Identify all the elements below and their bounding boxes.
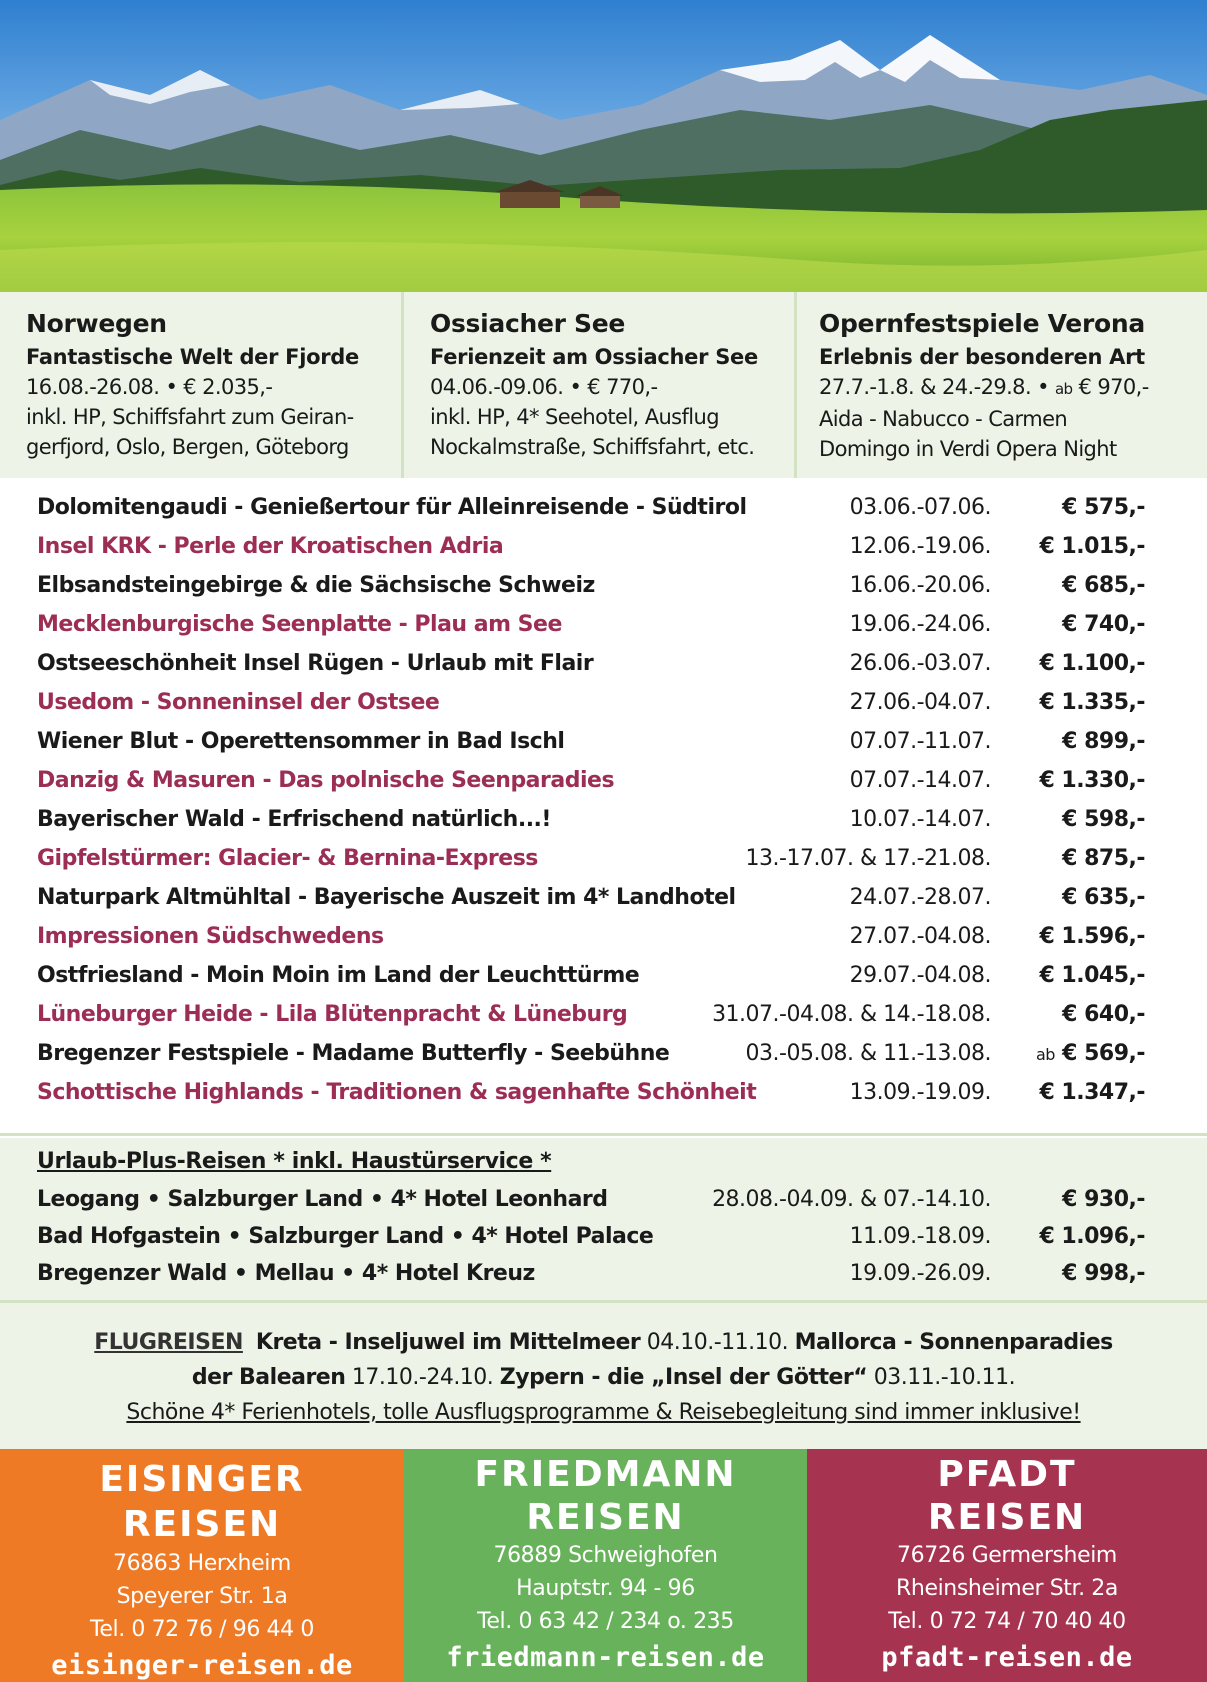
flight-balearen-dates: 17.10.-24.10. [351, 1365, 494, 1390]
trip-dates: 16.06.-20.06. [849, 573, 991, 598]
trip-dates: 13.09.-19.09. [849, 1080, 991, 1105]
plus-trip-row[interactable] [0, 1254, 1207, 1293]
trip-dates: 10.07.-14.07. [849, 807, 991, 832]
featured-trip-detail: Domingo in Verdi Opera Night [819, 437, 1117, 461]
flights-line [0, 1360, 1207, 1395]
agency-name: PFADT [937, 1454, 1077, 1495]
agency-phone: Tel. 0 72 76 / 96 44 0 [90, 1617, 314, 1642]
featured-trip-title: Ossiacher See [430, 309, 626, 338]
flights-line [0, 1325, 1207, 1360]
trip-name: Ostseeschönheit Insel Rügen - Urlaub mit Flair [37, 651, 594, 676]
trip-dates: 31.07.-04.08. & 14.-18.08. [712, 1002, 991, 1027]
urlaub-plus-section [0, 1138, 1207, 1300]
trip-row[interactable] [0, 605, 1207, 644]
featured-trip-subtitle: Erlebnis der besonderen Art [819, 345, 1145, 369]
trip-price: € 899,- [1062, 729, 1145, 754]
trip-list [0, 478, 1207, 1133]
trip-price: € 1.330,- [1039, 768, 1145, 793]
plus-trip-row[interactable] [0, 1217, 1207, 1256]
flugreisen-section [0, 1303, 1207, 1449]
trip-dates: 24.07.-28.07. [849, 885, 991, 910]
featured-trip-verona[interactable] [797, 292, 1207, 478]
agency-city: 76863 Herxheim [113, 1551, 291, 1576]
trip-price [1036, 1034, 1145, 1074]
trip-dates: 19.06.-24.06. [849, 612, 991, 637]
trip-row[interactable] [0, 1034, 1207, 1073]
trip-price: € 685,- [1062, 573, 1145, 598]
featured-trip-subtitle: Ferienzeit am Ossiacher See [430, 345, 758, 369]
trip-price: € 1.100,- [1039, 651, 1145, 676]
flight-zypern: Zypern - die „Insel der Götter“ [499, 1365, 868, 1390]
trip-row[interactable] [0, 800, 1207, 839]
featured-trips [0, 292, 1207, 478]
trip-row[interactable] [0, 1073, 1207, 1112]
trip-price: € 1.096,- [1039, 1224, 1145, 1249]
featured-trip-norwegen[interactable] [0, 292, 404, 478]
trip-name: Schottische Highlands - Traditionen & sagenhafte Schönheit [37, 1080, 757, 1105]
trip-dates: 27.06.-04.07. [849, 690, 991, 715]
agency-website-link[interactable]: eisinger-reisen.de [51, 1650, 353, 1681]
trip-name: Usedom - Sonneninsel der Ostsee [37, 690, 440, 715]
trip-price: € 1.596,- [1039, 924, 1145, 949]
agency-name: REISEN [526, 1497, 685, 1538]
agency-pfadt[interactable] [807, 1449, 1207, 1682]
agency-name: EISINGER [99, 1459, 305, 1500]
agency-website-link[interactable]: pfadt-reisen.de [881, 1642, 1133, 1673]
agency-street: Speyerer Str. 1a [116, 1584, 288, 1609]
hero-alpine-landscape-image [0, 0, 1207, 292]
agency-street: Hauptstr. 94 - 96 [516, 1576, 695, 1601]
trip-row[interactable] [0, 566, 1207, 605]
trip-row[interactable] [0, 917, 1207, 956]
agency-name: FRIEDMANN [474, 1454, 737, 1495]
featured-trip-price: € 970,- [1072, 375, 1149, 399]
trip-price: € 640,- [1062, 1002, 1145, 1027]
agency-phone: Tel. 0 63 42 / 234 o. 235 [477, 1609, 734, 1634]
trip-name: Mecklenburgische Seenplatte - Plau am See [37, 612, 562, 637]
trip-name: Bregenzer Wald • Mellau • 4* Hotel Kreuz [37, 1261, 535, 1286]
trip-row[interactable] [0, 644, 1207, 683]
trip-row[interactable] [0, 683, 1207, 722]
agency-city: 76726 Germersheim [897, 1543, 1117, 1568]
featured-trip-title: Opernfestspiele Verona [819, 309, 1145, 338]
trip-name: Bregenzer Festspiele - Madame Butterfly - Seebühne [37, 1041, 670, 1066]
featured-trip-detail: inkl. HP, Schiffsfahrt zum Geiran- [26, 405, 354, 429]
agency-footer [0, 1449, 1207, 1682]
trip-price: € 740,- [1062, 612, 1145, 637]
trip-dates: 07.07.-14.07. [849, 768, 991, 793]
price-prefix-ab: ab [1054, 380, 1073, 398]
agency-eisinger[interactable] [0, 1449, 404, 1682]
section-divider [0, 1133, 1207, 1136]
flights-note: Schöne 4* Ferienhotels, tolle Ausflugsprogramme & Reisebegleitung sind immer inklusive! [126, 1400, 1081, 1425]
trip-price: € 998,- [1062, 1261, 1145, 1286]
agency-name: REISEN [122, 1504, 282, 1545]
trip-price: € 1.015,- [1039, 534, 1145, 559]
trip-row[interactable] [0, 956, 1207, 995]
trip-dates: 03.06.-07.06. [849, 495, 991, 520]
agency-website-link[interactable]: friedmann-reisen.de [446, 1642, 765, 1673]
featured-trip-title: Norwegen [26, 309, 167, 338]
trip-dates: 11.09.-18.09. [849, 1224, 991, 1249]
urlaub-plus-heading: Urlaub-Plus-Reisen * inkl. Haustürservice * [37, 1149, 552, 1174]
trip-price: € 930,- [1062, 1187, 1145, 1212]
trip-row[interactable] [0, 527, 1207, 566]
agency-phone: Tel. 0 72 74 / 70 40 40 [888, 1609, 1126, 1634]
trip-row[interactable] [0, 488, 1207, 527]
trip-name: Insel KRK - Perle der Kroatischen Adria [37, 534, 504, 559]
trip-name: Gipfelstürmer: Glacier- & Bernina-Express [37, 846, 538, 871]
trip-row[interactable] [0, 722, 1207, 761]
trip-dates: 26.06.-03.07. [849, 651, 991, 676]
trip-price: € 635,- [1062, 885, 1145, 910]
flight-balearen: der Balearen [191, 1365, 346, 1390]
trip-name: Dolomitengaudi - Genießertour für Alleinreisende - Südtirol [37, 495, 747, 520]
featured-trip-detail: Aida - Nabucco - Carmen [819, 407, 1068, 431]
featured-trip-date-price: 04.06.-09.06. • € 770,- [430, 375, 658, 399]
trip-dates: 12.06.-19.06. [849, 534, 991, 559]
trip-name: Wiener Blut - Operettensommer in Bad Ischl [37, 729, 565, 754]
trip-row[interactable] [0, 995, 1207, 1034]
featured-trip-date-price [819, 372, 1207, 404]
featured-trip-detail: inkl. HP, 4* Seehotel, Ausflug [430, 405, 719, 429]
trip-name: Elbsandsteingebirge & die Sächsische Schweiz [37, 573, 595, 598]
featured-trip-detail: gerfjord, Oslo, Bergen, Göteborg [26, 435, 349, 459]
trip-row[interactable] [0, 878, 1207, 917]
trip-name: Danzig & Masuren - Das polnische Seenparadies [37, 768, 615, 793]
trip-price: € 875,- [1062, 846, 1145, 871]
trip-price: € 598,- [1062, 807, 1145, 832]
featured-trip-dates: 27.7.-1.8. & 24.-29.8. • [819, 375, 1055, 399]
trip-dates: 07.07.-11.07. [849, 729, 991, 754]
trip-name: Ostfriesland - Moin Moin im Land der Leuchttürme [37, 963, 640, 988]
flight-kreta: Kreta - Inseljuwel im Mittelmeer [255, 1330, 641, 1355]
agency-street: Rheinsheimer Str. 2a [896, 1576, 1118, 1601]
trip-name: Lüneburger Heide - Lila Blütenpracht & Lüneburg [37, 1002, 628, 1027]
trip-dates: 03.-05.08. & 11.-13.08. [745, 1041, 991, 1066]
flight-mallorca: Mallorca - Sonnenparadies [794, 1330, 1113, 1355]
flight-zypern-dates: 03.11.-10.11. [873, 1365, 1016, 1390]
agency-city: 76889 Schweighofen [493, 1543, 718, 1568]
trip-price-value: € 569,- [1062, 1041, 1145, 1066]
trip-price: € 1.347,- [1039, 1080, 1145, 1105]
trip-dates: 29.07.-04.08. [849, 963, 991, 988]
plus-trip-row[interactable] [0, 1180, 1207, 1219]
trip-dates: 27.07.-04.08. [849, 924, 991, 949]
trip-row[interactable] [0, 761, 1207, 800]
trip-name: Impressionen Südschwedens [37, 924, 384, 949]
flights-label: FLUGREISEN [94, 1330, 243, 1355]
trip-name: Naturpark Altmühltal - Bayerische Auszeit im 4* Landhotel [37, 885, 736, 910]
featured-trip-date-price: 16.08.-26.08. • € 2.035,- [26, 375, 273, 399]
agency-friedmann[interactable] [404, 1449, 807, 1682]
featured-trip-subtitle: Fantastische Welt der Fjorde [26, 345, 359, 369]
flight-kreta-dates: 04.10.-11.10. [646, 1330, 789, 1355]
price-prefix-ab: ab [1035, 1045, 1055, 1064]
trip-dates: 28.08.-04.09. & 07.-14.10. [712, 1187, 991, 1212]
trip-name: Leogang • Salzburger Land • 4* Hotel Leonhard [37, 1187, 608, 1212]
trip-price: € 1.335,- [1039, 690, 1145, 715]
featured-trip-detail: Nockalmstraße, Schiffsfahrt, etc. [430, 435, 755, 459]
trip-name: Bad Hofgastein • Salzburger Land • 4* Hotel Palace [37, 1224, 654, 1249]
agency-name: REISEN [927, 1497, 1087, 1538]
trip-price: € 1.045,- [1039, 963, 1145, 988]
trip-dates: 19.09.-26.09. [849, 1261, 991, 1286]
trip-price: € 575,- [1062, 495, 1145, 520]
trip-row[interactable] [0, 839, 1207, 878]
trip-name: Bayerischer Wald - Erfrischend natürlich...! [37, 807, 551, 832]
trip-dates: 13.-17.07. & 17.-21.08. [745, 846, 991, 871]
featured-trip-ossiacher-see[interactable] [404, 292, 797, 478]
